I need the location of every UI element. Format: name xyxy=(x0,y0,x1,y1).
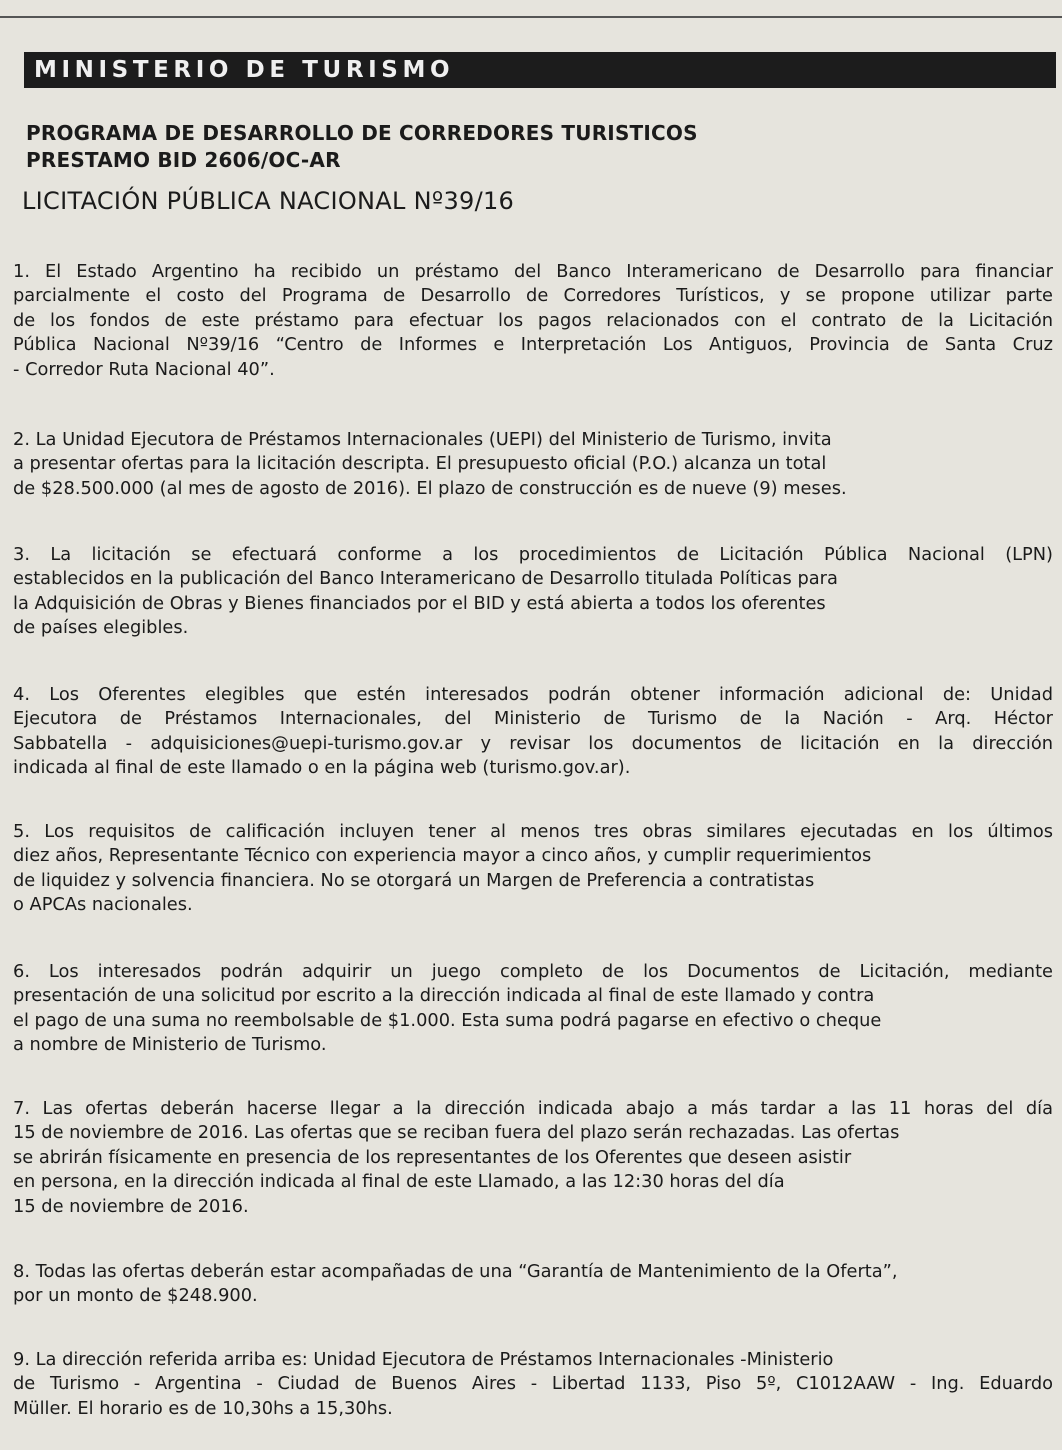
paragraph-line: 8. Todas las ofertas deberán estar acompañadas de una “Garantía de Mantenimiento de la Oferta”, xyxy=(13,1261,898,1282)
loan-code: PRESTAMO BID 2606/OC-AR xyxy=(26,148,341,172)
paragraph-3 xyxy=(13,543,1053,641)
paragraph-line: 15 de noviembre de 2016. xyxy=(13,1195,249,1217)
paragraph-line: presentación de una solicitud por escrito a la dirección indicada al final de este llamado y contra xyxy=(13,985,875,1007)
paragraph-line: establecidos en la publicación del Banco Interamericano de Desarrollo titulada Políticas para xyxy=(13,568,838,590)
paragraph-2 xyxy=(13,428,1053,501)
tender-title: LICITACIÓN PÚBLICA NACIONAL Nº39/16 xyxy=(22,187,515,215)
paragraph-line: 9. La dirección referida arriba es: Unidad Ejecutora de Préstamos Internacionales -Ministerio xyxy=(13,1349,834,1370)
paragraph-line: diez años, Representante Técnico con experiencia mayor a cinco años, y cumplir requerimientos xyxy=(13,845,872,867)
paragraph-4 xyxy=(13,683,1053,781)
paragraph-9 xyxy=(13,1348,1053,1421)
paragraph-line: a presentar ofertas para la licitación descripta. El presupuesto oficial (P.O.) alcanza un total xyxy=(13,453,827,475)
paragraph-line: por un monto de $248.900. xyxy=(13,1285,258,1307)
top-rule xyxy=(0,16,1062,18)
paragraph-line: de $28.500.000 (al mes de agosto de 2016). El plazo de construcción es de nueve (9) meses. xyxy=(13,477,847,499)
paragraph-7 xyxy=(13,1097,1053,1219)
paragraph-line: de Turismo - Argentina - Ciudad de Buenos Aires - Libertad 1133, Piso 5º, C1012AAW - Ing. Eduardo xyxy=(13,1373,1053,1395)
paragraph-line: 3. La licitación se efectuará conforme a los procedimientos de Licitación Pública Nacional (LPN) xyxy=(13,544,1053,565)
paragraph-line: parcialmente el costo del Programa de Desarrollo de Corredores Turísticos, y se propone utilizar parte xyxy=(13,285,1053,307)
paragraph-line: se abrirán físicamente en presencia de los representantes de los Oferentes que deseen asistir xyxy=(13,1146,852,1168)
paragraph-5 xyxy=(13,820,1053,918)
paragraph-line: 4. Los Oferentes elegibles que estén interesados podrán obtener información adicional de: Unidad xyxy=(13,684,1053,705)
ministry-banner: MINISTERIO DE TURISMO xyxy=(24,52,1056,88)
paragraph-line: de los fondos de este préstamo para efectuar los pagos relacionados con el contrato de la Licitación xyxy=(13,309,1053,331)
paragraph-line: de liquidez y solvencia financiera. No se otorgará un Margen de Preferencia a contratistas xyxy=(13,869,815,891)
program-title: PROGRAMA DE DESARROLLO DE CORREDORES TURISTICOS xyxy=(26,121,698,145)
paragraph-line: Ejecutora de Préstamos Internacionales, del Ministerio de Turismo de la Nación - Arq. Héctor xyxy=(13,708,1053,730)
paragraph-line: - Corredor Ruta Nacional 40”. xyxy=(13,358,275,380)
paragraph-line: 6. Los interesados podrán adquirir un juego completo de los Documentos de Licitación, mediante xyxy=(13,961,1053,982)
paragraph-8 xyxy=(13,1260,1053,1309)
paragraph-line: Müller. El horario es de 10,30hs a 15,30hs. xyxy=(13,1397,393,1419)
paragraph-line: indicada al final de este llamado o en la página web (turismo.gov.ar). xyxy=(13,757,631,779)
paragraph-line: el pago de una suma no reembolsable de $1.000. Esta suma podrá pagarse en efectivo o cheque xyxy=(13,1009,882,1031)
paragraph-line: Pública Nacional Nº39/16 “Centro de Informes e Interpretación Los Antiguos, Provincia de Santa Cruz xyxy=(13,334,1053,356)
paragraph-line: 7. Las ofertas deberán hacerse llegar a la dirección indicada abajo a más tardar a las 11 horas del día xyxy=(13,1098,1053,1119)
paragraph-line: 15 de noviembre de 2016. Las ofertas que se reciban fuera del plazo serán rechazadas. Las ofertas xyxy=(13,1122,900,1144)
paragraph-line: 5. Los requisitos de calificación incluyen tener al menos tres obras similares ejecutadas en los últimos xyxy=(13,821,1053,842)
paragraph-6 xyxy=(13,960,1053,1058)
paragraph-line: Sabbatella - adquisiciones@uepi-turismo.gov.ar y revisar los documentos de licitación en la dirección xyxy=(13,732,1053,754)
paragraph-line: en persona, en la dirección indicada al final de este Llamado, a las 12:30 horas del día xyxy=(13,1171,785,1193)
paragraph-line: 1. El Estado Argentino ha recibido un préstamo del Banco Interamericano de Desarrollo para financiar xyxy=(13,261,1053,282)
paragraph-1 xyxy=(13,260,1053,382)
paragraph-line: la Adquisición de Obras y Bienes financiados por el BID y está abierta a todos los oferentes xyxy=(13,592,826,614)
paragraph-line: o APCAs nacionales. xyxy=(13,894,193,916)
paragraph-line: de países elegibles. xyxy=(13,617,189,639)
paragraph-line: 2. La Unidad Ejecutora de Préstamos Internacionales (UEPI) del Ministerio de Turismo, invita xyxy=(13,429,832,450)
paragraph-line: a nombre de Ministerio de Turismo. xyxy=(13,1034,327,1056)
